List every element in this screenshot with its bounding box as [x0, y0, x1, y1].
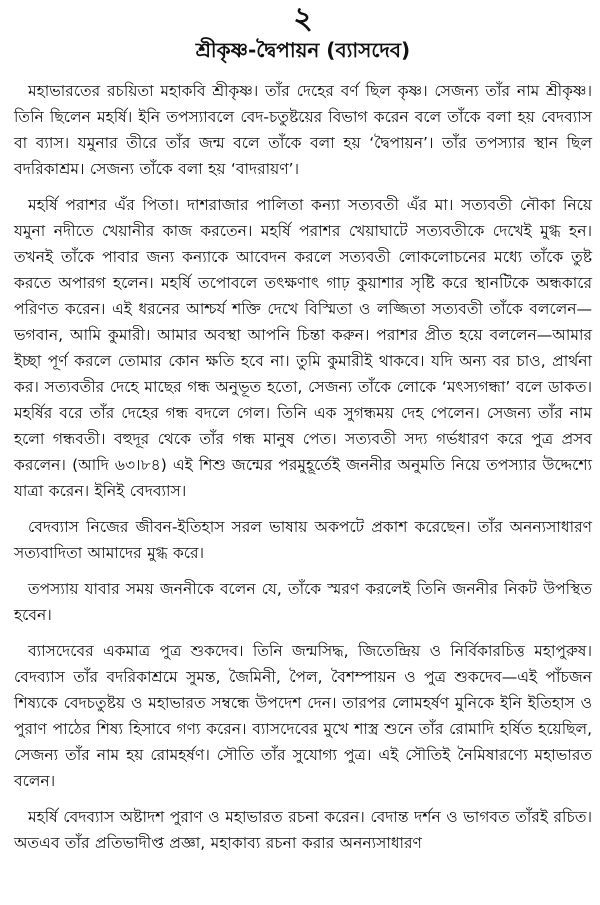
- paragraph: ব্যাসদেবের একমাত্র পুত্র শুকদেব। তিনি জন্মসিদ্ধ, জিতেন্দ্রিয় ও নির্বিকারচিত্ত মহাপুরুষ। বেদব্যাস তাঁর বদরিকাশ্রমে সুমন্ত, জৈমিনী, পৈল, বৈশম্পায়ন ও পুত্র শুকদেব—এই পাঁচজন শিষ্যকে বেদচতুষ্টয় ও মহাভারত সম্বন্ধে উপদেশ দেন। তারপর লোমহর্ষণ মুনিকে ইনি ইতিহাস ও পুরাণ পাঠের শিষ্য হিসাবে গণ্য করেন। ব্যাসদেবের মুখে শাস্ত্র শুনে তাঁর রোমাদি হর্ষিত হয়েছিল, সেজন্য তাঁর নাম হয় রোমহর্ষণ। সৌতি তাঁর সুযোগ্য পুত্র। এই সৌতিই নৈমিষারণ্যে মহাভারত বলেন।: [14, 642, 592, 790]
- paragraph: মহাভারতের রচয়িতা মহাকবি শ্রীকৃষ্ণ। তাঁর দেহের বর্ণ ছিল কৃষ্ণ। সেজন্য তাঁর নাম শ্রীকৃষ্ণ। তিনি ছিলেন মহর্ষি। ইনি তপস্যাবলে বেদ-চতুষ্টয়ের বিভাগ করেন বলে তাঁকে বলা হয় বেদব্যাস বা ব্যাস। যমুনার তীরে তাঁর জন্ম বলে তাঁকে বলা হয় ‘দ্বৈপায়ন’। তাঁর তপস্যার স্থান ছিল বদরিকাশ্রম। সেজন্য তাঁকে বলা হয় ‘বাদরায়ণ’।: [14, 82, 592, 178]
- paragraph: মহর্ষি পরাশর এঁর পিতা। দাশরাজার পালিতা কন্যা সত্যবতী এঁর মা। সত্যবতী নৌকা নিয়ে যমুনা নদীতে খেয়ানীর কাজ করতেন। মহর্ষি পরাশর খেয়াঘাটে সত্যবতীকে দেখেই মুগ্ধ হন। তখনই তাঁকে পাবার জন্য কন্যাকে আবেদন করলে সত্যবতী লোকলোচনের মধ্যে তাঁকে তুষ্ট করতে অপারগ হলেন। মহর্ষি তপোবলে তৎক্ষণাৎ গাঢ় কুয়াশার সৃষ্টি করে স্থানটিকে অন্ধকারে পরিণত করেন। এই ধরনের আশ্চর্য শক্তি দেখে বিস্মিতা ও লজ্জিতা সত্যবতী তাঁকে বললেন—ভগবান, আমি কুমারী। আমার অবস্থা আপনি চিন্তা করুন। পরাশর প্রীত হয়ে বললেন—আমার ইচ্ছা পূর্ণ করলে তোমার কোন ক্ষতি হবে না। তুমি কুমারীই থাকবে। যদি অন্য বর চাও, প্রার্থনা কর। সত্যবতীর দেহে মাছের গন্ধ অনুভূত হতো, সেজন্য তাঁকে লোকে ‘মৎস্যগন্ধা’ বলে ডাকত। মহর্ষির বরে তাঁর দেহের গন্ধ বদলে গেল। তিনি এক সুগন্ধময় দেহ পেলেন। সেজন্য তাঁর নাম হলো গন্ধবতী। বহুদূর থেকে তাঁর গন্ধ মানুষ পেত। সত্যবতী সদ্য গর্ভধারণ করে পুত্র প্রসব করলেন। (আদি ৬৩।৮৪) এই শিশু জন্মের পরমুহূর্তেই জননীর অনুমতি নিয়ে তপস্যার উদ্দেশ্যে যাত্রা করেন। ইনিই বেদব্যাস।: [14, 196, 592, 500]
- paragraph: বেদব্যাস নিজের জীবন-ইতিহাস সরল ভাষায় অকপটে প্রকাশ করেছেন। তাঁর অনন্যসাধারণ সত্যবাদিতা আমাদের মুগ্ধ করে।: [14, 518, 592, 562]
- paragraph: মহর্ষি বেদব্যাস অষ্টাদশ পুরাণ ও মহাভারত রচনা করেন। বেদান্ত দর্শন ও ভাগবত তাঁরই রচিত। অতএব তাঁর প্রতিভাদীপ্ত প্রজ্ঞা, মহাকাব্য রচনা করার অনন্যসাধারণ: [14, 808, 592, 852]
- paragraph: তপস্যায় যাবার সময় জননীকে বলেন যে, তাঁকে স্মরণ করলেই তিনি জননীর নিকট উপস্থিত হবেন।: [14, 580, 592, 624]
- chapter-number: ২: [293, 1, 313, 36]
- chapter-title: শ্রীকৃষ্ণ-দ্বৈপায়ন (ব্যাসদেব): [195, 38, 411, 62]
- body-text: [14, 78, 592, 856]
